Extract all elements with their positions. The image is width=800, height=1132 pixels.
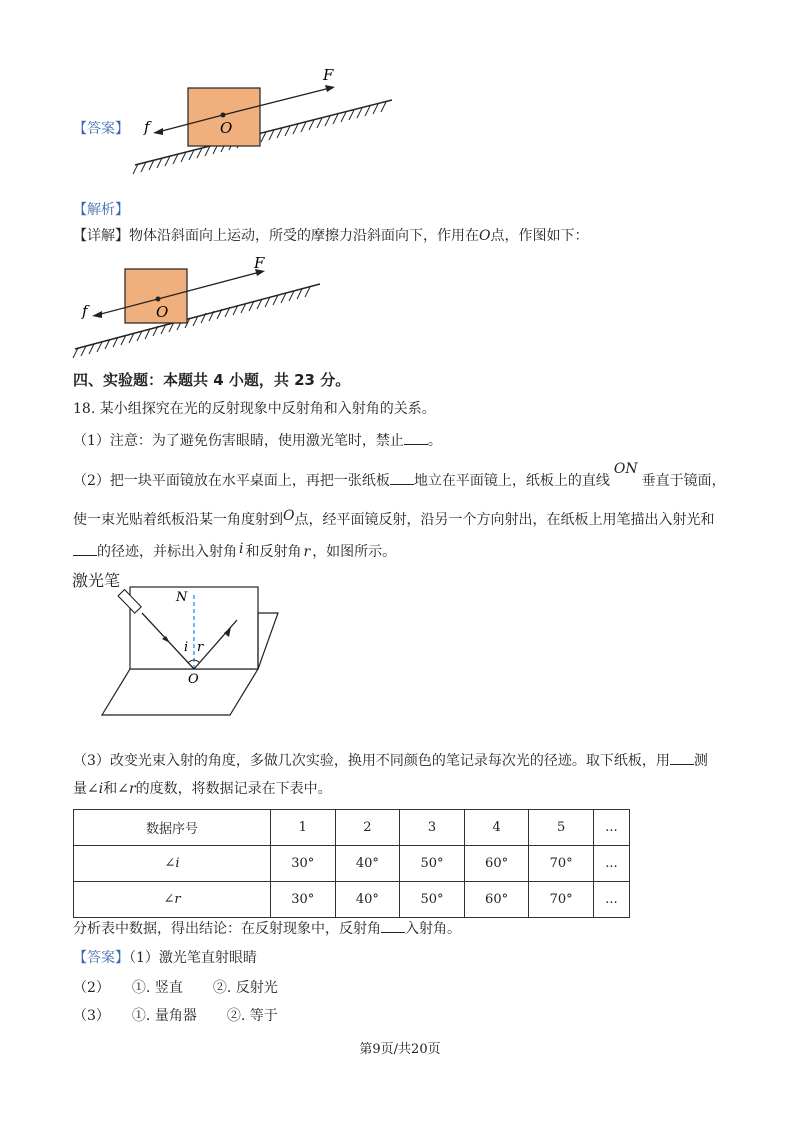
table-header-cell: 数据序号 (74, 810, 271, 846)
q3-text-d: 和∠ (103, 781, 129, 797)
detail-text: 物体沿斜面向上运动，所受的摩擦力沿斜面向下，作用在 (129, 228, 479, 244)
table-header-row (74, 810, 630, 846)
q18-part3-line2 (73, 779, 332, 799)
answer-1: （1）激光笔直射眼睛 (129, 950, 257, 966)
table-row-label (74, 882, 271, 918)
answer-3-a: ①. 量角器 (131, 1008, 197, 1024)
q2-text-g: 和反射角 (245, 544, 302, 560)
answer-line-1 (73, 948, 257, 968)
table-cell: 50° (400, 882, 465, 918)
table-header-cell: 5 (529, 810, 594, 846)
q18-part2-line3 (73, 541, 396, 562)
page-footer: 第9页/共20页 (359, 1042, 441, 1057)
mirror-plane (102, 669, 258, 715)
table-cell: 30° (271, 846, 336, 882)
q1-end: 。 (427, 433, 442, 449)
blank-1 (404, 430, 428, 445)
q2-text-f: 的径迹，并标出入射角 (97, 544, 237, 560)
table-cell: 70° (529, 882, 594, 918)
q18-part2-line1 (73, 461, 726, 491)
angle-symbol: ∠ (163, 892, 175, 907)
table-header-cell: 4 (464, 810, 529, 846)
label-i: i (184, 640, 189, 655)
q1-text: （1）注意：为了避免伤害眼睛，使用激光笔时，禁止 (73, 433, 404, 449)
reflection-figure (100, 585, 290, 720)
answer-tag: 【答案】 (73, 121, 129, 137)
row-var-r: r (174, 892, 181, 907)
point-O-2 (156, 297, 161, 302)
table-header-cell: 2 (335, 810, 400, 846)
detail-tag: 【详解】 (73, 228, 129, 244)
analysis-tag: 【解析】 (73, 202, 129, 218)
label-N: N (176, 590, 188, 605)
incline-figure-detail (70, 252, 332, 362)
table-header-cell: 1 (271, 810, 336, 846)
table-header-cell: 3 (400, 810, 465, 846)
answer-2-num: （2） (73, 980, 110, 996)
table-cell: 30° (271, 882, 336, 918)
table-cell: 40° (335, 882, 400, 918)
table-cell: 60° (464, 846, 529, 882)
section-heading: 四、实验题：本题共 4 小题，共 23 分。 (73, 371, 351, 389)
table-cell: 70° (529, 846, 594, 882)
q3-text-e: 的度数，将数据记录在下表中。 (135, 781, 332, 797)
q3-text-a: （3）改变光束入射的角度，多做几次实验，换用不同颜色的笔记录每次光的径迹。取下纸板，用 (73, 753, 670, 769)
q2-text-c: 垂直于镜面， (641, 473, 726, 489)
answer-2-a: ①. 竖直 (131, 980, 183, 996)
incline-figure-answer (130, 60, 400, 180)
laser-label: 激光笔 (72, 571, 121, 590)
label-O-mirror: O (188, 672, 199, 687)
angle-symbol: ∠ (164, 856, 176, 871)
paper-board (130, 587, 258, 669)
table-row (74, 846, 630, 882)
q2-text-b: 地立在平面镜上，纸板上的直线 (413, 473, 610, 489)
incline-surface-2 (73, 284, 320, 358)
q3-r: r (128, 781, 136, 797)
label-f: f (144, 118, 150, 136)
answer-line-3 (73, 1006, 278, 1026)
table-cell: 40° (335, 846, 400, 882)
q2-on: ON (613, 461, 638, 477)
detail-text-end: 点，作图如下： (490, 228, 589, 244)
table-header-cell: ... (593, 810, 629, 846)
q2-text-a: （2）把一块平面镜放在水平桌面上，再把一张纸板 (73, 473, 390, 489)
q18-intro: 18. 某小组探究在光的反射现象中反射角和入射角的关系。 (73, 401, 436, 417)
label-F: F (323, 66, 334, 84)
label-F-2: F (254, 254, 265, 272)
table-cell: ... (593, 882, 629, 918)
data-table (73, 809, 630, 918)
table-row-label (74, 846, 271, 882)
detail-point: O (479, 228, 491, 244)
row-var-i: i (175, 856, 180, 871)
table-cell: 60° (464, 882, 529, 918)
conclusion-end: 入射角。 (405, 921, 461, 937)
q2-i: i (239, 541, 244, 557)
q18-part2-line2 (73, 510, 714, 530)
conclusion-text: 分析表中数据，得出结论：在反射现象中，反射角 (73, 921, 381, 937)
q2-text-e: 点，经平面镜反射，沿另一个方向射出，在纸板上用笔描出入射光和 (294, 512, 715, 528)
q2-r: r (303, 544, 311, 560)
q2-text-h: ，如图所示。 (312, 544, 397, 560)
table-cell: 50° (400, 846, 465, 882)
blank-3 (73, 541, 97, 556)
answer-3-num: （3） (73, 1008, 110, 1024)
answer-3-b: ②. 等于 (226, 1008, 278, 1024)
table-row (74, 882, 630, 918)
paper-board-side (258, 613, 278, 669)
point-O (221, 113, 226, 118)
answer-line-2 (73, 978, 278, 998)
blank-2 (390, 470, 414, 485)
q2-text-d: 使一束光贴着纸板沿某一角度射到 (73, 512, 283, 528)
q18-part1 (73, 430, 442, 451)
detail-line (73, 226, 588, 246)
q2-o: O (283, 508, 295, 524)
label-f-2: f (82, 302, 88, 320)
answer-tag-2: 【答案】 (73, 950, 129, 966)
incline-surface (133, 100, 392, 174)
label-r: r (197, 640, 204, 655)
q3-i: i (98, 781, 104, 797)
blank-5 (381, 918, 405, 933)
label-O-2: O (156, 303, 169, 321)
table-cell: ... (593, 846, 629, 882)
answer-2-b: ②. 反射光 (212, 980, 278, 996)
q3-text-b: 测 (693, 753, 708, 769)
conclusion-line (73, 918, 461, 939)
label-O: O (220, 119, 233, 137)
q18-part3-line1 (73, 750, 708, 771)
blank-4 (670, 750, 694, 765)
q3-text-c: 量∠ (73, 781, 99, 797)
